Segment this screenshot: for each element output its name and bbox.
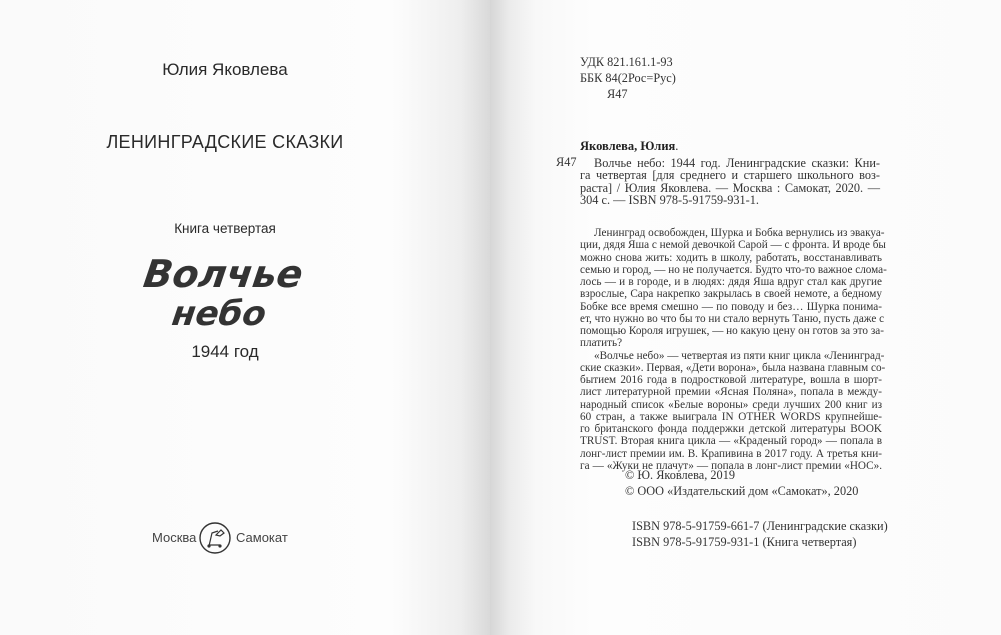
annotation-line: лось — и в городе, и в людях: дядя Яша вдруг стал как другие: [580, 276, 882, 288]
author-heading-dot: .: [675, 139, 679, 153]
annotation-line: платить?: [580, 337, 623, 350]
left-page-title: [0, 0, 490, 635]
book-number: Книга четвертая: [174, 221, 276, 236]
bib-line: раста] / Юлия Яковлева. — Москва : Самокат, 2020. —: [580, 180, 880, 195]
copyright-author: © Ю. Яковлева, 2019: [625, 468, 735, 482]
title-line-1: Волчье: [140, 253, 306, 297]
annotation-line: Ленинград освобожден, Шурка и Бобка вернулись из эвакуа-: [594, 227, 885, 239]
isbn-series: ISBN 978-5-91759-661-7 (Ленинградские сказки): [632, 519, 888, 533]
author-mark: Я47: [607, 87, 628, 101]
isbn-book: ISBN 978-5-91759-931-1 (Книга четвертая): [632, 535, 857, 549]
annotation-line: TRUST. Вторая книга цикла — «Краденый город» — попала в: [580, 435, 882, 448]
annotation-line: ские сказки». Первая, «Дети ворона», была названа главным со-: [580, 361, 886, 374]
annotation-line: га — «Жуки не плачут» — попала в лонг-лист премии «НОС».: [580, 459, 882, 472]
handwritten-title-logo: [140, 245, 310, 335]
publisher-city: Москва: [152, 530, 197, 545]
annotation-line: 60 стран, а также выиграла IN OTHER WORDS крупнейше-: [580, 410, 882, 423]
title-line-2: небо: [169, 294, 269, 334]
bibliographic-record: [580, 155, 880, 207]
bib-line: Волчье небо: 1944 год. Ленинградские сказки: Кни-: [594, 156, 880, 170]
annotation: [580, 227, 887, 472]
annotation-line: бытием 2016 года в подростковой литературе, вошла в шорт-: [580, 374, 882, 386]
annotation-line: Бобке все время смешно — по поводу и без… Шурка понима-: [580, 300, 882, 313]
annotation-line: лонг-лист премии им. В. Крапивина в 2017 году. А третья кни-: [580, 447, 882, 460]
annotation-line: семью и город, — но не получается. Будто что-то важное слома-: [580, 263, 887, 276]
year-subtitle: 1944 год: [191, 342, 259, 361]
copyright-publisher: © ООО «Издательский дом «Самокат», 2020: [625, 484, 859, 498]
samokat-scooter-logo-icon: [198, 521, 232, 555]
annotation-line: ции, дядя Яша с немой девочкой Сарой — с фронта. И вроде бы: [580, 239, 886, 252]
bib-line: га четвертая [для среднего и старшего школьного воз-: [580, 168, 880, 183]
author-heading: [580, 139, 678, 154]
bib-mark: Я47: [556, 155, 577, 169]
annotation-line: взрослые, Сара накрепко закрылась в своей немоте, а бедному: [580, 288, 882, 301]
series-title: ЛЕНИНГРАДСКИЕ СКАЗКИ: [106, 132, 344, 152]
annotation-line: народный список «Белые вороны» среди лучших 200 книг из: [580, 398, 882, 411]
author-name: Юлия Яковлева: [162, 60, 288, 79]
annotation-line: «Волчье небо» — четвертая из пяти книг цикла «Ленинград-: [594, 349, 885, 362]
bib-line: 304 с. — ISBN 978-5-91759-931-1.: [580, 192, 759, 207]
publisher-name: Самокат: [236, 530, 288, 545]
annotation-line: можно снова жить: ходить в школу, работать, восстанавливать: [580, 251, 882, 264]
annotation-line: помощью Короля игрушек, — но какую цену он готов за это за-: [580, 325, 884, 337]
author-heading-name: Яковлева, Юлия: [580, 139, 676, 153]
bbk-code: ББК 84(2Рос=Рус): [580, 71, 676, 85]
annotation-line: го британского фонда поддержки детской литературы BOOK: [580, 423, 882, 435]
annotation-line: ет, что нужно во что бы то ни стало вернуть Таню, пусть даже с: [580, 312, 885, 325]
annotation-line: лист литературной премии «Ясная Поляна», попала в между-: [580, 386, 882, 399]
udk-code: УДК 821.161.1-93: [580, 55, 673, 69]
